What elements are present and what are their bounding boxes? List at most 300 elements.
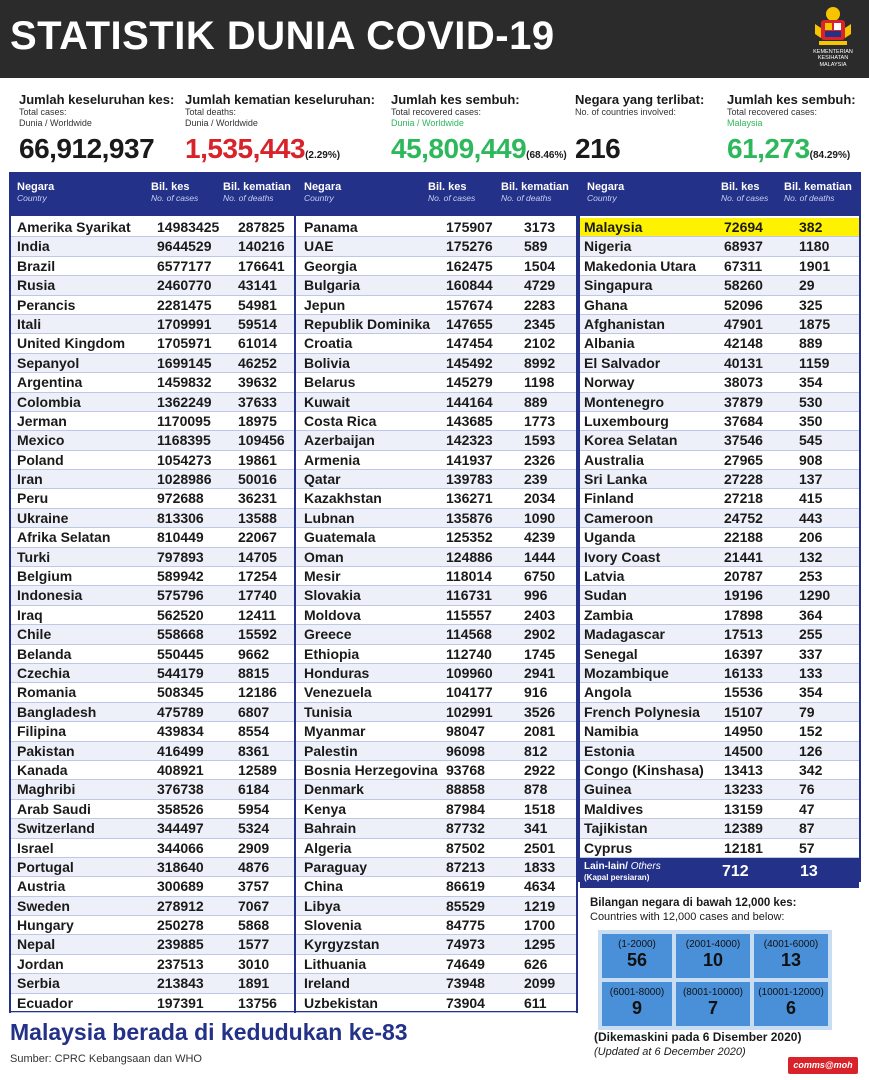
table-row — [296, 528, 576, 547]
table-row — [11, 296, 294, 315]
header-country: Negara Country — [304, 181, 342, 203]
table-row — [296, 645, 576, 664]
death-count: 29 — [799, 277, 815, 294]
table-row — [11, 218, 294, 237]
country-name: Pakistan — [17, 742, 75, 759]
country-name: Madagascar — [584, 626, 665, 643]
header-country: Negara Country — [17, 181, 55, 203]
stat-recovered-malaysia — [727, 92, 856, 165]
stat-sub: Dunia / Worldwide — [391, 118, 464, 128]
country-name: Romania — [17, 684, 77, 701]
case-count: 416499 — [157, 742, 204, 759]
case-count: 73948 — [446, 975, 485, 992]
death-count: 2081 — [524, 723, 556, 740]
death-count: 996 — [524, 587, 548, 604]
case-count: 12389 — [724, 820, 763, 837]
country-name: Mozambique — [584, 664, 669, 681]
table-row — [296, 994, 576, 1013]
case-count: 47901 — [724, 315, 763, 332]
country-name: Lithuania — [304, 955, 367, 972]
table-row — [296, 703, 576, 722]
country-name: Portugal — [17, 858, 74, 875]
table-row — [580, 703, 859, 722]
country-name: Jerman — [17, 412, 67, 429]
country-name: United Kingdom — [17, 335, 126, 352]
country-name: Honduras — [304, 664, 370, 681]
malaysia-rank: Malaysia berada di kedudukan ke-83 — [10, 1019, 408, 1045]
country-name: Republik Dominika — [304, 315, 431, 332]
table-row — [580, 470, 859, 489]
header-cases: Bil. kes No. of cases — [151, 181, 199, 203]
death-count: 61014 — [238, 335, 277, 352]
case-count: 358526 — [157, 800, 204, 817]
death-count: 4239 — [524, 529, 556, 546]
case-count: 124886 — [446, 548, 493, 565]
country-name: Ireland — [304, 975, 350, 992]
country-name: Hungary — [17, 917, 74, 934]
case-count: 562520 — [157, 606, 204, 623]
country-name: Venezuela — [304, 684, 372, 701]
table-row — [580, 315, 859, 334]
case-count: 67311 — [724, 257, 763, 274]
table-row — [580, 431, 859, 450]
country-name: Itali — [17, 315, 42, 332]
death-count: 1290 — [799, 587, 831, 604]
country-name: Greece — [304, 626, 352, 643]
table-row — [296, 257, 576, 276]
case-count: 17898 — [724, 606, 763, 623]
case-count: 19196 — [724, 587, 763, 604]
case-count: 27965 — [724, 451, 763, 468]
death-count: 8815 — [238, 664, 270, 681]
table-row — [296, 509, 576, 528]
header-country: Negara Country — [587, 181, 625, 203]
case-count: 109960 — [446, 664, 493, 681]
death-count: 253 — [799, 568, 823, 585]
country-name: Czechia — [17, 664, 70, 681]
table-row — [296, 296, 576, 315]
country-name: Maldives — [584, 800, 644, 817]
case-count: 125352 — [446, 529, 493, 546]
stat-percent: (84.29%) — [809, 150, 851, 161]
table-row — [580, 412, 859, 431]
country-name: French Polynesia — [584, 703, 700, 720]
death-count: 6807 — [238, 703, 270, 720]
death-count: 18975 — [238, 412, 277, 429]
table-row — [11, 334, 294, 353]
header-bar — [0, 0, 869, 78]
case-count: 139783 — [446, 471, 493, 488]
country-name: Oman — [304, 548, 344, 565]
country-name: Argentina — [17, 374, 83, 391]
country-name: Georgia — [304, 257, 357, 274]
death-count: 47 — [799, 800, 815, 817]
stat-value: 61,273(84.29%) — [727, 133, 851, 164]
death-count: 325 — [799, 296, 823, 313]
country-name: Denmark — [304, 781, 364, 798]
country-name: Malaysia — [584, 219, 643, 235]
case-count: 27218 — [724, 490, 763, 507]
case-count: 84775 — [446, 917, 485, 934]
table-row — [580, 722, 859, 741]
case-count: 237513 — [157, 955, 204, 972]
country-name: Indonesia — [17, 587, 83, 604]
table-row — [11, 257, 294, 276]
case-count: 114568 — [446, 626, 492, 643]
death-count: 1577 — [238, 936, 270, 953]
case-count: 136271 — [446, 490, 493, 507]
country-name: Angola — [584, 684, 632, 701]
table-row — [580, 334, 859, 353]
case-count: 115557 — [446, 606, 492, 623]
table-row — [11, 761, 294, 780]
death-count: 1295 — [524, 936, 556, 953]
country-name: Bangladesh — [17, 703, 97, 720]
stat-sub: Dunia / Worldwide — [185, 118, 258, 128]
case-count: 797893 — [157, 548, 204, 565]
country-name: Perancis — [17, 296, 76, 313]
table-row — [580, 296, 859, 315]
case-count: 318640 — [157, 858, 204, 875]
case-count: 37684 — [724, 412, 763, 429]
case-count: 145492 — [446, 354, 493, 371]
case-count: 17513 — [724, 626, 763, 643]
death-count: 1875 — [799, 315, 831, 332]
case-count: 72694 — [724, 219, 763, 235]
table-row — [580, 354, 859, 373]
death-count: 5324 — [238, 820, 270, 837]
table-row — [580, 218, 859, 237]
table-row — [11, 412, 294, 431]
table-row — [296, 955, 576, 974]
country-name: India — [17, 238, 50, 255]
stat-label: Jumlah kes sembuh: — [391, 92, 520, 107]
country-name: Latvia — [584, 568, 625, 585]
table-row — [11, 858, 294, 877]
table-row — [11, 703, 294, 722]
death-count: 908 — [799, 451, 823, 468]
death-count: 54981 — [238, 296, 277, 313]
table-row — [580, 509, 859, 528]
table-row — [11, 548, 294, 567]
death-count: 1901 — [799, 257, 831, 274]
death-count: 79 — [799, 703, 815, 720]
table-row — [11, 470, 294, 489]
case-count: 96098 — [446, 742, 485, 759]
case-count: 9644529 — [157, 238, 212, 255]
case-count: 73904 — [446, 994, 485, 1011]
death-count: 17740 — [238, 587, 277, 604]
death-count: 1444 — [524, 548, 556, 565]
range-cell: (2001-4000) 10 — [676, 934, 750, 978]
table-row — [11, 645, 294, 664]
country-name: UAE — [304, 238, 334, 255]
death-count: 1180 — [799, 238, 830, 255]
country-name: Bulgaria — [304, 277, 361, 294]
case-count: 376738 — [157, 781, 204, 798]
death-count: 1593 — [524, 432, 556, 449]
country-name: Arab Saudi — [17, 800, 91, 817]
death-count: 17254 — [238, 568, 277, 585]
country-name: Kazakhstan — [304, 490, 382, 507]
table-rows — [296, 216, 576, 1013]
table-row — [296, 625, 576, 644]
table-row — [296, 334, 576, 353]
country-name: Turki — [17, 548, 51, 565]
country-name: Ghana — [584, 296, 628, 313]
header-deaths: Bil. kematian No. of deaths — [784, 181, 852, 203]
table-row — [11, 393, 294, 412]
table-row — [580, 819, 859, 838]
country-name: Belarus — [304, 374, 356, 391]
table-row — [296, 974, 576, 993]
table-row — [580, 567, 859, 586]
country-name: Sudan — [584, 587, 627, 604]
death-count: 8992 — [524, 354, 556, 371]
table-row — [11, 935, 294, 954]
table-row — [11, 276, 294, 295]
country-name: Bosnia Herzegovina — [304, 761, 438, 778]
case-count: 14500 — [724, 742, 763, 759]
death-count: 2501 — [524, 839, 556, 856]
death-count: 889 — [524, 393, 548, 410]
death-count: 2326 — [524, 451, 556, 468]
stat-total-deaths — [185, 92, 375, 165]
death-count: 46252 — [238, 354, 277, 371]
table-row — [11, 373, 294, 392]
case-count: 135876 — [446, 509, 493, 526]
range-cell: (10001-12000) 6 — [754, 982, 828, 1026]
country-name: Qatar — [304, 471, 341, 488]
country-name: Cyprus — [584, 839, 633, 856]
table-row — [296, 431, 576, 450]
country-name: Uganda — [584, 529, 636, 546]
table-row — [296, 742, 576, 761]
header-cases: Bil. kes No. of cases — [721, 181, 769, 203]
table-row — [580, 528, 859, 547]
case-count: 68937 — [724, 238, 763, 255]
table-row — [296, 548, 576, 567]
country-name: Austria — [17, 878, 66, 895]
table-row — [580, 683, 859, 702]
country-name: Senegal — [584, 645, 638, 662]
table-row — [11, 974, 294, 993]
country-name: Zambia — [584, 606, 634, 623]
case-count: 52096 — [724, 296, 763, 313]
case-count: 1705971 — [157, 335, 212, 352]
country-name: Amerika Syarikat — [17, 219, 131, 235]
death-count: 13756 — [238, 994, 277, 1011]
country-name: Palestin — [304, 742, 358, 759]
table-rows — [580, 216, 859, 858]
table-row — [580, 257, 859, 276]
others-cases: 712 — [722, 862, 749, 880]
case-count: 102991 — [446, 703, 493, 720]
table-row — [296, 819, 576, 838]
country-name: Ecuador — [17, 994, 74, 1011]
header-deaths: Bil. kematian No. of deaths — [501, 181, 569, 203]
table-row — [296, 315, 576, 334]
country-name: Croatia — [304, 335, 353, 352]
stat-label: Negara yang terlibat: — [575, 92, 705, 107]
case-count: 813306 — [157, 509, 204, 526]
country-name: Afrika Selatan — [17, 529, 111, 546]
death-count: 255 — [799, 626, 823, 643]
case-count: 88858 — [446, 781, 485, 798]
table-row — [11, 916, 294, 935]
coat-of-arms-icon — [811, 4, 855, 48]
table-row — [11, 683, 294, 702]
case-count: 12181 — [724, 839, 763, 856]
death-count: 6184 — [238, 781, 270, 798]
death-count: 354 — [799, 374, 823, 391]
case-count: 13413 — [724, 761, 763, 778]
table-row — [11, 839, 294, 858]
table-row — [11, 664, 294, 683]
stat-sub: No. of countries involved: — [575, 107, 677, 117]
table-row — [11, 819, 294, 838]
death-count: 1700 — [524, 917, 556, 934]
country-name: Guinea — [584, 781, 632, 798]
death-count: 3526 — [524, 703, 556, 720]
table-row — [580, 645, 859, 664]
case-count: 22188 — [724, 529, 763, 546]
country-name: Iran — [17, 471, 43, 488]
case-count: 6577177 — [157, 257, 212, 274]
country-name: Korea Selatan — [584, 432, 678, 449]
table-row — [296, 916, 576, 935]
case-count: 175276 — [446, 238, 493, 255]
table-row — [580, 237, 859, 256]
stat-label: Jumlah kematian keseluruhan: — [185, 92, 376, 107]
death-count: 350 — [799, 412, 823, 429]
case-count: 278912 — [157, 897, 204, 914]
table-row — [296, 780, 576, 799]
table-row — [296, 877, 576, 896]
case-count: 13159 — [724, 800, 763, 817]
updated-date: (Dikemaskini pada 6 Disember 2020) — [594, 1030, 802, 1044]
death-count: 530 — [799, 393, 823, 410]
country-name: Kuwait — [304, 393, 350, 410]
table-row — [11, 994, 294, 1013]
case-count: 86619 — [446, 878, 485, 895]
table-row — [296, 567, 576, 586]
death-count: 39632 — [238, 374, 277, 391]
case-count: 74649 — [446, 955, 485, 972]
country-name: Finland — [584, 490, 634, 507]
death-count: 287825 — [238, 219, 285, 235]
stat-sub: Total recovered cases: — [727, 107, 818, 117]
country-name: Iraq — [17, 606, 43, 623]
country-name: Maghribi — [17, 781, 76, 798]
case-count: 1028986 — [157, 471, 212, 488]
case-count: 20787 — [724, 568, 763, 585]
death-count: 2283 — [524, 296, 556, 313]
country-name: Mexico — [17, 432, 65, 449]
stat-sub: Dunia / Worldwide — [19, 118, 92, 128]
country-name: Jordan — [17, 955, 64, 972]
case-count: 58260 — [724, 277, 763, 294]
death-count: 76 — [799, 781, 815, 798]
country-name: Colombia — [17, 393, 81, 410]
death-count: 13588 — [238, 509, 277, 526]
header-deaths: Bil. kematian No. of deaths — [223, 181, 291, 203]
case-count: 344066 — [157, 839, 204, 856]
case-count: 147655 — [446, 315, 493, 332]
page-title: STATISTIK DUNIA COVID-19 — [10, 14, 555, 58]
stat-value: 45,809,449(68.46%) — [391, 133, 567, 164]
death-count: 1773 — [524, 412, 556, 429]
death-count: 5868 — [238, 917, 270, 934]
source-text: Sumber: CPRC Kebangsaan dan WHO — [10, 1053, 202, 1065]
table-row — [11, 606, 294, 625]
country-name: Tunisia — [304, 703, 352, 720]
case-count: 112740 — [446, 645, 492, 662]
death-count: 12411 — [238, 606, 277, 623]
table-row — [296, 858, 576, 877]
country-name: Cameroon — [584, 509, 654, 526]
country-name: Ethiopia — [304, 645, 360, 662]
death-count: 5954 — [238, 800, 270, 817]
death-count: 354 — [799, 684, 823, 701]
case-count: 1170095 — [157, 412, 211, 429]
death-count: 611 — [524, 994, 547, 1011]
table-row — [296, 354, 576, 373]
death-count: 206 — [799, 529, 823, 546]
case-count: 162475 — [446, 257, 493, 274]
table-row — [580, 780, 859, 799]
death-count: 3173 — [524, 219, 556, 235]
country-name: Sepanyol — [17, 354, 80, 371]
case-count: 972688 — [157, 490, 204, 507]
death-count: 2941 — [524, 664, 556, 681]
case-count: 42148 — [724, 335, 763, 352]
updated-date-en: (Updated at 6 December 2020) — [594, 1046, 746, 1058]
death-count: 2902 — [524, 626, 556, 643]
case-count: 147454 — [446, 335, 493, 352]
table-row — [580, 276, 859, 295]
country-name: Brazil — [17, 257, 56, 274]
table-row — [296, 606, 576, 625]
death-count: 22067 — [238, 529, 277, 546]
range-cell: (8001-10000) 7 — [676, 982, 750, 1026]
table-row — [580, 606, 859, 625]
death-count: 12589 — [238, 761, 277, 778]
case-count: 1459832 — [157, 374, 212, 391]
table-row — [296, 761, 576, 780]
death-count: 3010 — [238, 955, 270, 972]
country-name: Poland — [17, 451, 64, 468]
case-count: 810449 — [157, 529, 204, 546]
death-count: 2099 — [524, 975, 556, 992]
country-name: Guatemala — [304, 529, 376, 546]
case-count: 143685 — [446, 412, 493, 429]
case-count: 157674 — [446, 296, 493, 313]
death-count: 1219 — [524, 897, 556, 914]
death-count: 589 — [524, 238, 548, 255]
country-name: Armenia — [304, 451, 361, 468]
table-header — [296, 174, 576, 216]
case-count: 550445 — [157, 645, 204, 662]
country-name: Kenya — [304, 800, 347, 817]
summary-title: Bilangan negara di bawah 12,000 kes: — [590, 897, 797, 909]
case-count: 16397 — [724, 645, 763, 662]
table-row — [11, 800, 294, 819]
case-count: 1709991 — [157, 315, 212, 332]
stat-sub: Malaysia — [727, 118, 763, 128]
case-count: 116731 — [446, 587, 492, 604]
country-name: Afghanistan — [584, 315, 665, 332]
